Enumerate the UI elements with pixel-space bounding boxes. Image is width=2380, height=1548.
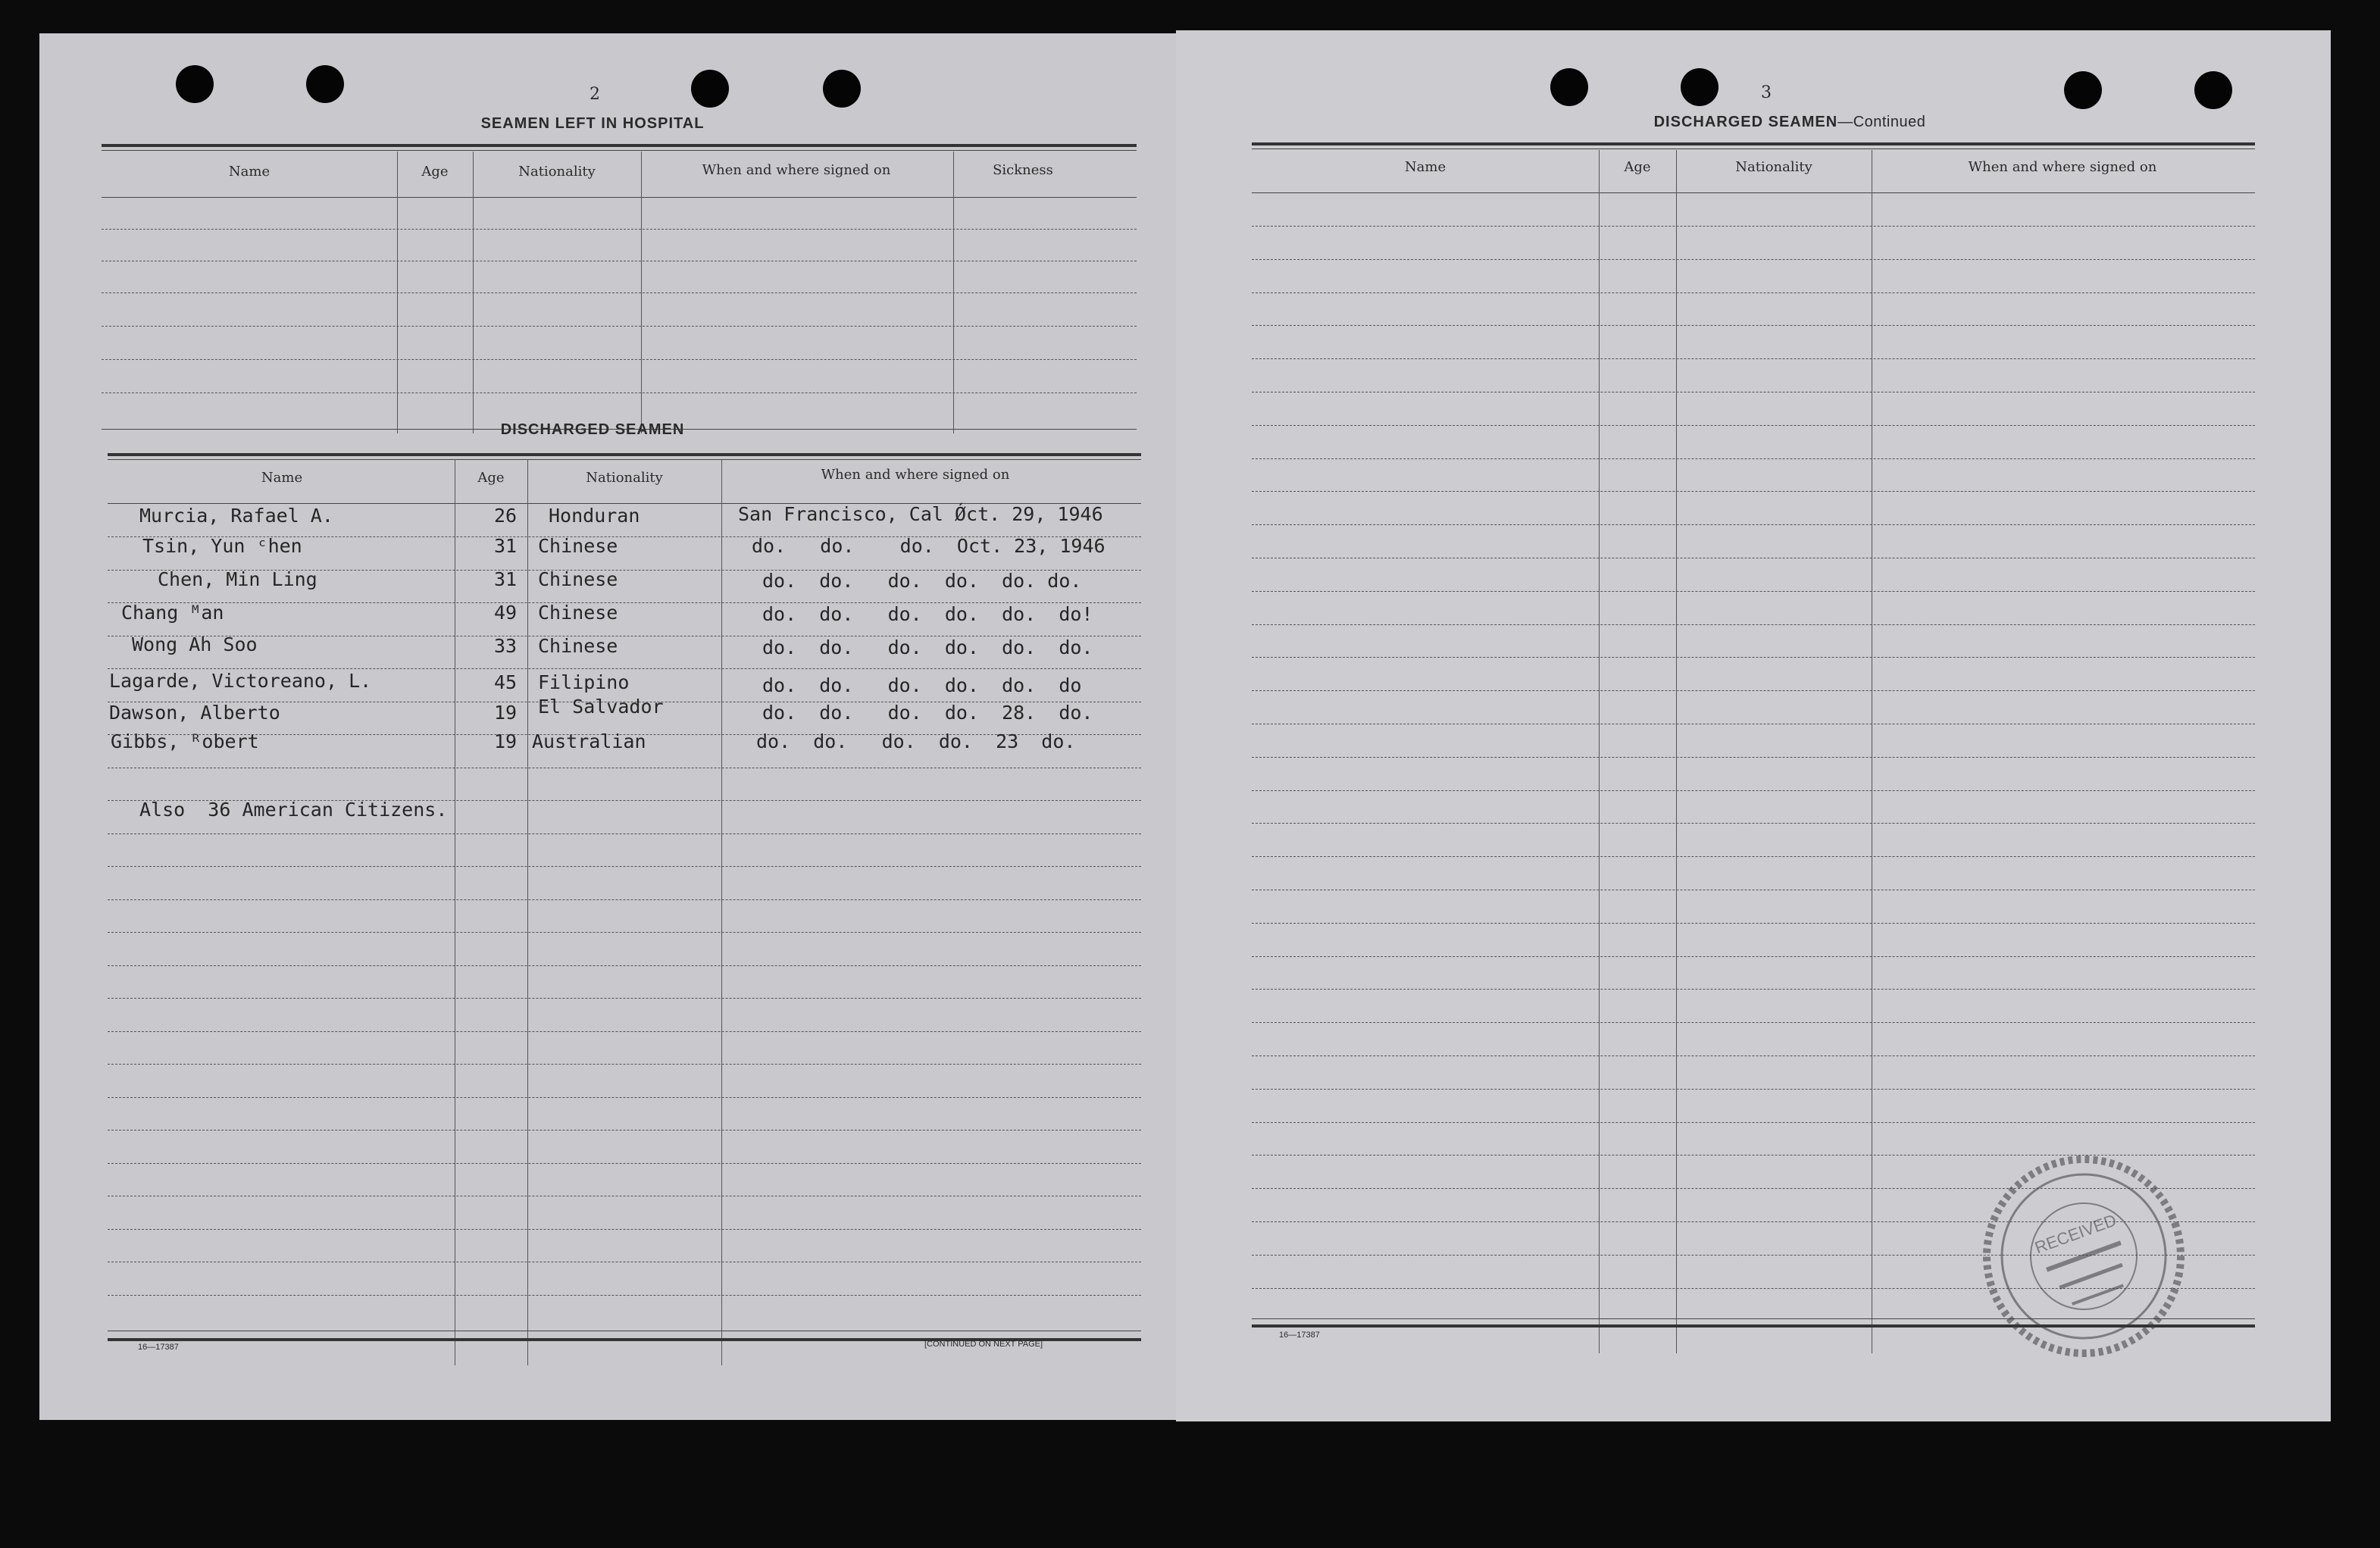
seaman-nationality: Honduran <box>549 505 640 527</box>
row-line <box>1252 1055 2255 1056</box>
seaman-age: 45 <box>494 671 518 693</box>
seaman-name: Murcia, Rafael A. <box>139 505 333 527</box>
col-header-name: Name <box>1404 159 1446 175</box>
row-line <box>1252 226 2255 227</box>
row-line <box>1252 1089 2255 1090</box>
row-line <box>1252 491 2255 492</box>
note-american-citizens: Also 36 American Citizens. <box>139 799 448 821</box>
seaman-signed-on: do. do. do. do. do. do. <box>762 570 1082 592</box>
row-line <box>1252 690 2255 691</box>
seaman-age: 33 <box>494 635 518 657</box>
hospital-title: SEAMEN LEFT IN HOSPITAL <box>480 115 705 132</box>
row-line <box>108 1031 1141 1032</box>
col-header-signed-on: When and where signed on <box>1968 159 2157 175</box>
received-stamp-icon <box>1955 1143 2213 1370</box>
row-line <box>1252 591 2255 592</box>
seaman-nationality: Filipino <box>538 671 630 693</box>
punch-hole <box>1550 68 1588 106</box>
col-header-name: Name <box>261 470 303 486</box>
row-line <box>1252 624 2255 625</box>
form-number: 16—17387 <box>138 1343 179 1352</box>
table-rule <box>102 197 1137 198</box>
row-line <box>1252 657 2255 658</box>
seaman-name: Dawson, Alberto <box>109 702 280 724</box>
form-number: 16—17387 <box>1279 1331 1320 1340</box>
col-header-signed-on: When and where signed on <box>702 162 891 178</box>
seaman-nationality: Chinese <box>538 602 618 624</box>
seaman-age: 31 <box>494 568 518 590</box>
seaman-name: Lagarde, Victoreano, L. <box>109 670 372 692</box>
row-line <box>1252 458 2255 459</box>
row-line <box>1252 259 2255 260</box>
title-continued: —Continued <box>1837 114 1926 130</box>
seaman-name: Tsin, Yun ᶜhen <box>142 535 302 557</box>
seaman-age: 31 <box>494 535 518 557</box>
col-header-nationality: Nationality <box>518 164 596 180</box>
row-line <box>108 866 1141 867</box>
seaman-signed-on: San Francisco, Cal Ǿct. 29, 1946 <box>738 503 1103 525</box>
row-line <box>108 1064 1141 1065</box>
discharged-title: DISCHARGED SEAMEN <box>500 421 685 438</box>
row-line <box>108 899 1141 900</box>
page-number: 3 <box>1761 83 1772 102</box>
row-line <box>1252 757 2255 758</box>
seaman-signed-on: do. do. do. do. do. do. <box>762 636 1093 658</box>
table-rule <box>1252 192 2255 193</box>
row-line <box>102 229 1137 230</box>
row-line <box>108 1130 1141 1131</box>
title-main: DISCHARGED SEAMEN <box>1653 114 1838 130</box>
seaman-age: 19 <box>494 702 518 724</box>
row-line <box>108 833 1141 834</box>
row-line <box>1252 425 2255 426</box>
table-rule <box>108 459 1141 460</box>
row-line <box>108 998 1141 999</box>
col-header-age: Age <box>421 164 449 180</box>
row-line <box>1252 790 2255 791</box>
col-header-sickness: Sickness <box>993 162 1053 178</box>
row-line <box>102 292 1137 293</box>
punch-hole <box>2064 71 2102 109</box>
row-line <box>1252 823 2255 824</box>
punch-hole <box>823 70 861 108</box>
col-header-name: Name <box>228 164 271 180</box>
seaman-age: 19 <box>494 730 518 752</box>
seaman-age: 49 <box>494 602 518 624</box>
seaman-name: Chang ᴹan <box>121 602 224 624</box>
seaman-signed-on: do. do. do. do. do. do <box>762 674 1082 696</box>
row-line <box>1252 856 2255 857</box>
seaman-signed-on: do. do. do. do. 28. do. <box>762 702 1093 724</box>
row-line <box>1252 1022 2255 1023</box>
row-line <box>102 326 1137 327</box>
row-line <box>1252 292 2255 293</box>
row-line <box>108 965 1141 966</box>
left-page <box>39 33 1199 1420</box>
seaman-nationality: Chinese <box>538 535 618 557</box>
col-header-age: Age <box>1624 159 1651 175</box>
seaman-name: Gibbs, ᴿobert <box>111 730 259 752</box>
seaman-nationality: Chinese <box>538 568 618 590</box>
col-header-age: Age <box>477 470 505 486</box>
table-rule <box>108 453 1141 456</box>
svg-text:RECEIVED: RECEIVED <box>2032 1210 2119 1258</box>
row-line <box>108 1229 1141 1230</box>
seaman-nationality: El Salvador <box>538 696 664 718</box>
table-rule <box>1252 142 2255 145</box>
table-rule <box>102 150 1137 151</box>
col-divider <box>1599 150 1600 1353</box>
col-divider <box>1676 150 1677 1353</box>
seaman-age: 26 <box>494 505 518 527</box>
col-divider <box>527 459 528 1365</box>
seaman-signed-on: do. do. do. do. 23 do. <box>756 730 1076 752</box>
seaman-signed-on: do. do. do. do. do. do! <box>762 603 1093 625</box>
row-line <box>1252 1122 2255 1123</box>
row-line <box>1252 923 2255 924</box>
row-line <box>1252 358 2255 359</box>
col-header-nationality: Nationality <box>586 470 663 486</box>
row-line <box>1252 989 2255 990</box>
row-line <box>102 359 1137 360</box>
seaman-name: Chen, Min Ling <box>158 568 317 590</box>
table-rule <box>102 144 1137 147</box>
row-line <box>102 392 1137 393</box>
seaman-nationality: Australian <box>532 730 646 752</box>
row-line <box>1252 325 2255 326</box>
row-line <box>108 1097 1141 1098</box>
col-header-signed-on: When and where signed on <box>821 467 1010 483</box>
col-header-nationality: Nationality <box>1735 159 1812 175</box>
continued-note: [CONTINUED ON NEXT PAGE] <box>924 1340 1043 1349</box>
punch-hole <box>1681 68 1719 106</box>
seaman-nationality: Chinese <box>538 635 618 657</box>
row-line <box>1252 524 2255 525</box>
row-line <box>108 1163 1141 1164</box>
page-number: 2 <box>590 85 600 104</box>
continued-title <box>1540 114 2040 131</box>
row-line <box>108 1295 1141 1296</box>
row-line <box>108 932 1141 933</box>
right-page <box>1176 30 2331 1421</box>
punch-hole <box>2194 71 2232 109</box>
seaman-name: Wong Ah Soo <box>132 633 258 655</box>
punch-hole <box>691 70 729 108</box>
seaman-signed-on: do. do. do. Oct. 23, 1946 <box>752 535 1106 557</box>
punch-hole <box>176 65 214 103</box>
col-divider <box>721 459 722 1365</box>
row-line <box>1252 956 2255 957</box>
row-line <box>108 668 1141 669</box>
punch-hole <box>306 65 344 103</box>
